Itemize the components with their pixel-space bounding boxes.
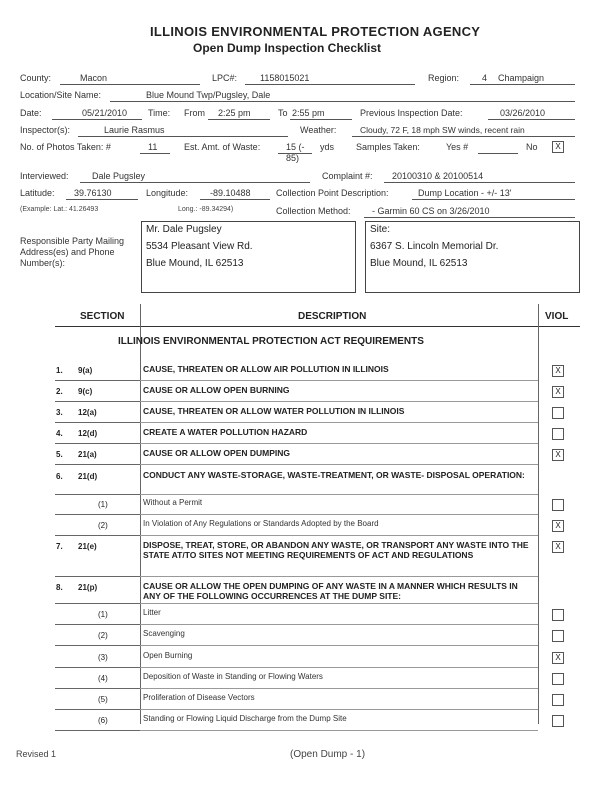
row-description: Litter: [143, 608, 161, 617]
weather-label: Weather:: [300, 125, 337, 135]
act-title: ILLINOIS ENVIRONMENTAL PROTECTION ACT REQUIREMENTS: [118, 336, 424, 347]
viol-checkbox[interactable]: [552, 630, 564, 642]
row-divider: [140, 645, 538, 646]
viol-checkbox[interactable]: [552, 407, 564, 419]
row-section: (5): [98, 695, 108, 704]
row-divider: [55, 624, 140, 625]
to-time[interactable]: 2:55 pm: [292, 108, 325, 118]
row-divider: [140, 535, 538, 536]
row-section: 21(d): [78, 472, 98, 481]
row-section: (6): [98, 716, 108, 725]
row-description: Standing or Flowing Liquid Discharge from the Dump Site: [143, 714, 347, 723]
samples-no-checkbox[interactable]: X: [552, 141, 564, 153]
row-description: CAUSE OR ALLOW OPEN DUMPING: [143, 448, 291, 458]
samples-no: No: [526, 142, 538, 152]
row-section: 21(e): [78, 542, 97, 551]
row-description: CAUSE, THREATEN OR ALLOW WATER POLLUTION IN ILLINOIS: [143, 406, 405, 416]
row-section: 21(a): [78, 450, 97, 459]
row-number: 3.: [56, 408, 63, 417]
row-number: 5.: [56, 450, 63, 459]
page-label: (Open Dump - 1): [290, 749, 366, 760]
site-addr2: Blue Mound, IL 62513: [370, 258, 468, 269]
site-label: Site:: [370, 224, 391, 235]
row-divider: [140, 380, 538, 381]
row-number: 1.: [56, 366, 63, 375]
row-divider: [55, 443, 140, 444]
row-section: (1): [98, 500, 108, 509]
row-section: 9(c): [78, 387, 93, 396]
collection-value[interactable]: Dump Location - +/- 13': [418, 188, 512, 198]
row-divider: [55, 380, 140, 381]
col-viol: VIOL: [545, 311, 569, 322]
row-divider: [55, 730, 140, 731]
viol-checkbox[interactable]: [552, 694, 564, 706]
form-title: Open Dump Inspection Checklist: [193, 41, 382, 55]
row-divider: [140, 422, 538, 423]
row-description: In Violation of Any Regulations or Standards Adopted by the Board: [143, 519, 379, 528]
row-number: 4.: [56, 429, 63, 438]
viol-checkbox[interactable]: X: [552, 652, 564, 664]
row-divider: [55, 494, 140, 495]
rp-addr1: 5534 Pleasant View Rd.: [146, 241, 253, 252]
county-label: County:: [20, 73, 52, 83]
viol-checkbox[interactable]: X: [552, 541, 564, 553]
row-description: CAUSE OR ALLOW THE OPEN DUMPING OF ANY WASTE IN A MANNER WHICH RESULTS IN ANY OF THE FOLLOWING OCCURRENCES AT THE DUMP SITE:: [143, 581, 518, 601]
row-divider: [140, 688, 538, 689]
row-divider: [55, 401, 140, 402]
method-label: Collection Method:: [276, 206, 351, 216]
row-divider: [55, 422, 140, 423]
revised-text: Revised 1: [16, 749, 57, 759]
site-addr1: 6367 S. Lincoln Memorial Dr.: [370, 241, 499, 252]
agency-title: ILLINOIS ENVIRONMENTAL PROTECTION AGENCY: [150, 24, 481, 39]
row-section: (2): [98, 631, 108, 640]
prev-label: Previous Inspection Date:: [360, 108, 463, 118]
example-text: (Example: Lat.: 41.26493: [20, 206, 99, 213]
interviewed-value[interactable]: Dale Pugsley: [92, 171, 146, 181]
samples-yes: Yes #: [446, 142, 469, 152]
row-divider: [140, 624, 538, 625]
row-description: Proliferation of Disease Vectors: [143, 693, 255, 702]
row-divider: [140, 667, 538, 668]
row-description: Deposition of Waste in Standing or Flowing Waters: [143, 672, 323, 681]
viol-checkbox[interactable]: X: [552, 386, 564, 398]
row-section: (4): [98, 674, 108, 683]
date-value[interactable]: 05/21/2010: [82, 108, 128, 118]
lpc-value[interactable]: 1158015021: [260, 73, 310, 83]
row-divider: [55, 688, 140, 689]
complaint-label: Complaint #:: [322, 171, 373, 181]
row-description: CREATE A WATER POLLUTION HAZARD: [143, 427, 308, 437]
row-description: CAUSE, THREATEN OR ALLOW AIR POLLUTION IN ILLINOIS: [143, 364, 389, 374]
row-divider: [55, 645, 140, 646]
date-label: Date:: [20, 108, 42, 118]
viol-checkbox[interactable]: [552, 609, 564, 621]
est-value-2: 85): [286, 153, 300, 163]
col-section: SECTION: [80, 311, 125, 322]
viol-checkbox[interactable]: X: [552, 520, 564, 532]
row-section: (1): [98, 610, 108, 619]
collection-label: Collection Point Description:: [276, 188, 389, 198]
row-section: 21(p): [78, 583, 98, 592]
complaint-value[interactable]: 20100310 & 20100514: [392, 171, 484, 181]
from-label: From: [184, 108, 205, 118]
photos-value[interactable]: 11: [148, 142, 158, 152]
row-divider: [140, 576, 538, 577]
row-section: (3): [98, 653, 108, 662]
region-num[interactable]: 4: [482, 73, 488, 83]
inspector-label: Inspector(s):: [20, 125, 71, 135]
region-name[interactable]: Champaign: [498, 73, 545, 83]
viol-checkbox[interactable]: X: [552, 365, 564, 377]
longitude-value[interactable]: -89.10488: [210, 188, 251, 198]
viol-checkbox[interactable]: [552, 499, 564, 511]
viol-checkbox[interactable]: X: [552, 449, 564, 461]
row-divider: [55, 576, 140, 577]
from-time[interactable]: 2:25 pm: [218, 108, 251, 118]
location-label: Location/Site Name:: [20, 90, 102, 100]
responsible-label: Responsible Party Mailing Address(es) and Phone Number(s):: [20, 236, 125, 268]
example-long: Long.: -89.34294): [178, 206, 234, 213]
to-label: To: [278, 108, 288, 118]
latitude-label: Latitude:: [20, 188, 55, 198]
row-number: 2.: [56, 387, 63, 396]
row-divider: [140, 401, 538, 402]
time-label: Time:: [148, 108, 171, 118]
row-divider: [140, 603, 538, 604]
row-section: (2): [98, 521, 108, 530]
row-divider: [55, 667, 140, 668]
row-description: Without a Permit: [143, 498, 203, 507]
viol-checkbox[interactable]: [552, 715, 564, 727]
interviewed-label: Interviewed:: [20, 171, 69, 181]
rp-name: Mr. Dale Pugsley: [146, 224, 222, 235]
row-section: 12(d): [78, 429, 98, 438]
row-divider: [55, 464, 140, 465]
method-value[interactable]: - Garmin 60 CS on 3/26/2010: [372, 206, 490, 216]
row-divider: [140, 464, 538, 465]
est-value[interactable]: 15 (-: [286, 142, 305, 152]
rp-addr2: Blue Mound, IL 62513: [146, 258, 244, 269]
est-label: Est. Amt. of Waste:: [184, 142, 261, 152]
row-divider: [140, 494, 538, 495]
site-box[interactable]: [365, 221, 580, 293]
row-description: CAUSE OR ALLOW OPEN BURNING: [143, 385, 290, 395]
row-divider: [55, 709, 140, 710]
row-description: DISPOSE, TREAT, STORE, OR ABANDON ANY WASTE, OR TRANSPORT ANY WASTE INTO THE STATE AT/TO SITES NOT MEETING REQUIREMENTS OF ACT AND REGULATIONS: [143, 540, 529, 560]
row-number: 8.: [56, 583, 63, 592]
row-divider: [140, 730, 538, 731]
location-value[interactable]: Blue Mound Twp/Pugsley, Dale: [146, 90, 271, 100]
col-description: DESCRIPTION: [298, 311, 367, 322]
row-description: CONDUCT ANY WASTE-STORAGE, WASTE-TREATMENT, OR WASTE- DISPOSAL OPERATION:: [143, 470, 525, 480]
prev-date[interactable]: 03/26/2010: [500, 108, 546, 118]
lpc-label: LPC#:: [212, 73, 238, 83]
row-divider: [140, 514, 538, 515]
row-divider: [55, 603, 140, 604]
longitude-label: Longitude:: [146, 188, 189, 198]
row-divider: [140, 709, 538, 710]
row-description: Scavenging: [143, 629, 185, 638]
row-divider: [55, 535, 140, 536]
row-divider: [55, 514, 140, 515]
yds-label: yds: [320, 142, 335, 152]
county-value[interactable]: Macon: [80, 73, 108, 83]
latitude-value[interactable]: 39.76130: [74, 188, 112, 198]
row-section: 9(a): [78, 366, 93, 375]
region-label: Region:: [428, 73, 460, 83]
row-divider: [140, 443, 538, 444]
row-section: 12(a): [78, 408, 97, 417]
photos-label: No. of Photos Taken: #: [20, 142, 111, 152]
viol-checkbox[interactable]: [552, 673, 564, 685]
inspector-value[interactable]: Laurie Rasmus: [104, 125, 165, 135]
samples-label: Samples Taken:: [356, 142, 420, 152]
weather-value[interactable]: Cloudy, 72 F, 18 mph SW winds, recent rain: [360, 125, 525, 135]
viol-checkbox[interactable]: [552, 428, 564, 440]
row-number: 7.: [56, 542, 63, 551]
row-description: Open Burning: [143, 651, 193, 660]
row-number: 6.: [56, 472, 63, 481]
